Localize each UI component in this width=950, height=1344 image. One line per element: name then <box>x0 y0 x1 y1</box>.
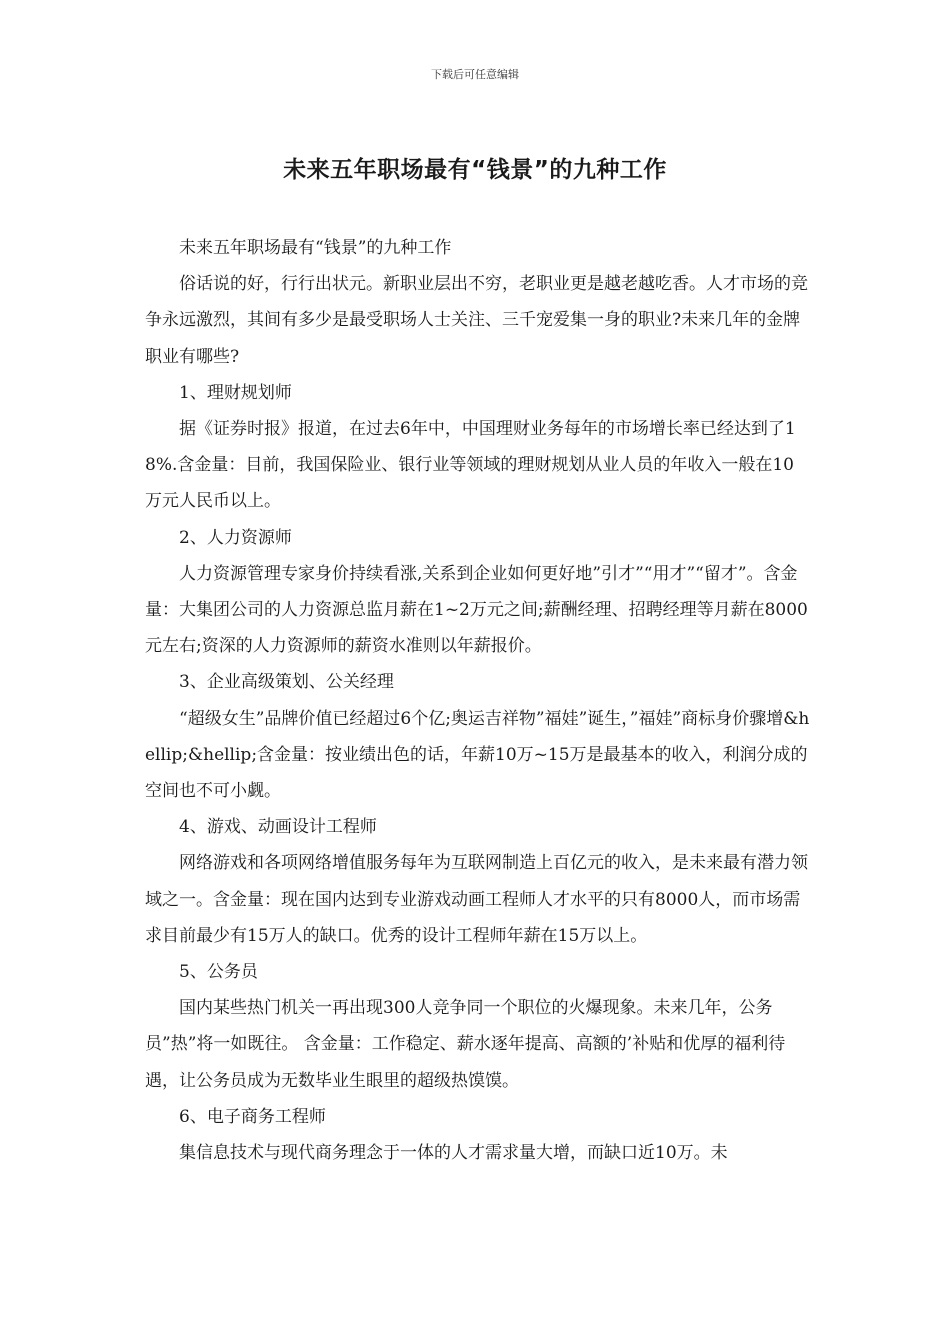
section-heading: 4、游戏、动画设计工程师 <box>179 817 377 838</box>
paragraph: 据《证券时报》报道，在过去6年中，中国理财业务每年的市场增长率已经达到了18%.含金量：目前，我国保险业、银行业等领域的理财规划从业人员的年收入一般在10万元人民币以上。 <box>145 419 796 512</box>
paragraph: “超级女生”品牌价值已经超过6个亿;奥运吉祥物”福娃”诞生，”福娃”商标身价骤增&hellip;&hellip;含金量：按业绩出色的话，年薪10万~15万是最基本的收入，利润分成的空间也不可小觑。 <box>145 708 810 802</box>
page-header: 下载后可任意编辑 <box>431 68 519 81</box>
paragraph: 集信息技术与现代商务理念于一体的人才需求量大增，而缺口近10万。未 <box>179 1143 728 1164</box>
paragraph: 国内某些热门机关一再出现300人竞争同一个职位的火爆现象。未来几年，公务员”热”将一如既往。 含金量：工作稳定、薪水逐年提高、高额的’补贴和优厚的福利待遇，让公务员成为无数毕业生眼里的超级热馍馍。 <box>145 998 786 1091</box>
document-body <box>145 230 810 1171</box>
section-heading: 1、理财规划师 <box>179 382 292 403</box>
section-heading: 2、人力资源师 <box>179 527 292 548</box>
document-title: 未来五年职场最有“钱景”的九种工作 <box>283 157 667 183</box>
paragraph: 人力资源管理专家身价持续看涨,关系到企业如何更好地”引才”“用才”“留才”。含金量：大集团公司的人力资源总监月薪在1~2万元之间;薪酬经理、招聘经理等月薪在8000元左右;资深的人力资源师的薪资水准则以年薪报价。 <box>145 563 808 657</box>
section-heading: 3、企业高级策划、公关经理 <box>179 672 394 693</box>
section-heading: 6、电子商务工程师 <box>179 1106 326 1127</box>
paragraph: 俗话说的好，行行出状元。新职业层出不穷，老职业更是越老越吃香。人才市场的竞争永远激烈，其间有多少是最受职场人士关注、三千宠爱集一身的职业?未来几年的金牌职业有哪些? <box>145 274 808 367</box>
section-heading: 5、公务员 <box>179 962 258 983</box>
paragraph: 未来五年职场最有“钱景”的九种工作 <box>179 238 452 258</box>
paragraph: 网络游戏和各项网络增值服务每年为互联网制造上百亿元的收入，是未来最有潜力领域之一。含金量：现在国内达到专业游戏动画工程师人才水平的只有8000人，而市场需求目前最少有15万人的缺口。优秀的设计工程师年薪在15万以上。 <box>145 853 808 946</box>
